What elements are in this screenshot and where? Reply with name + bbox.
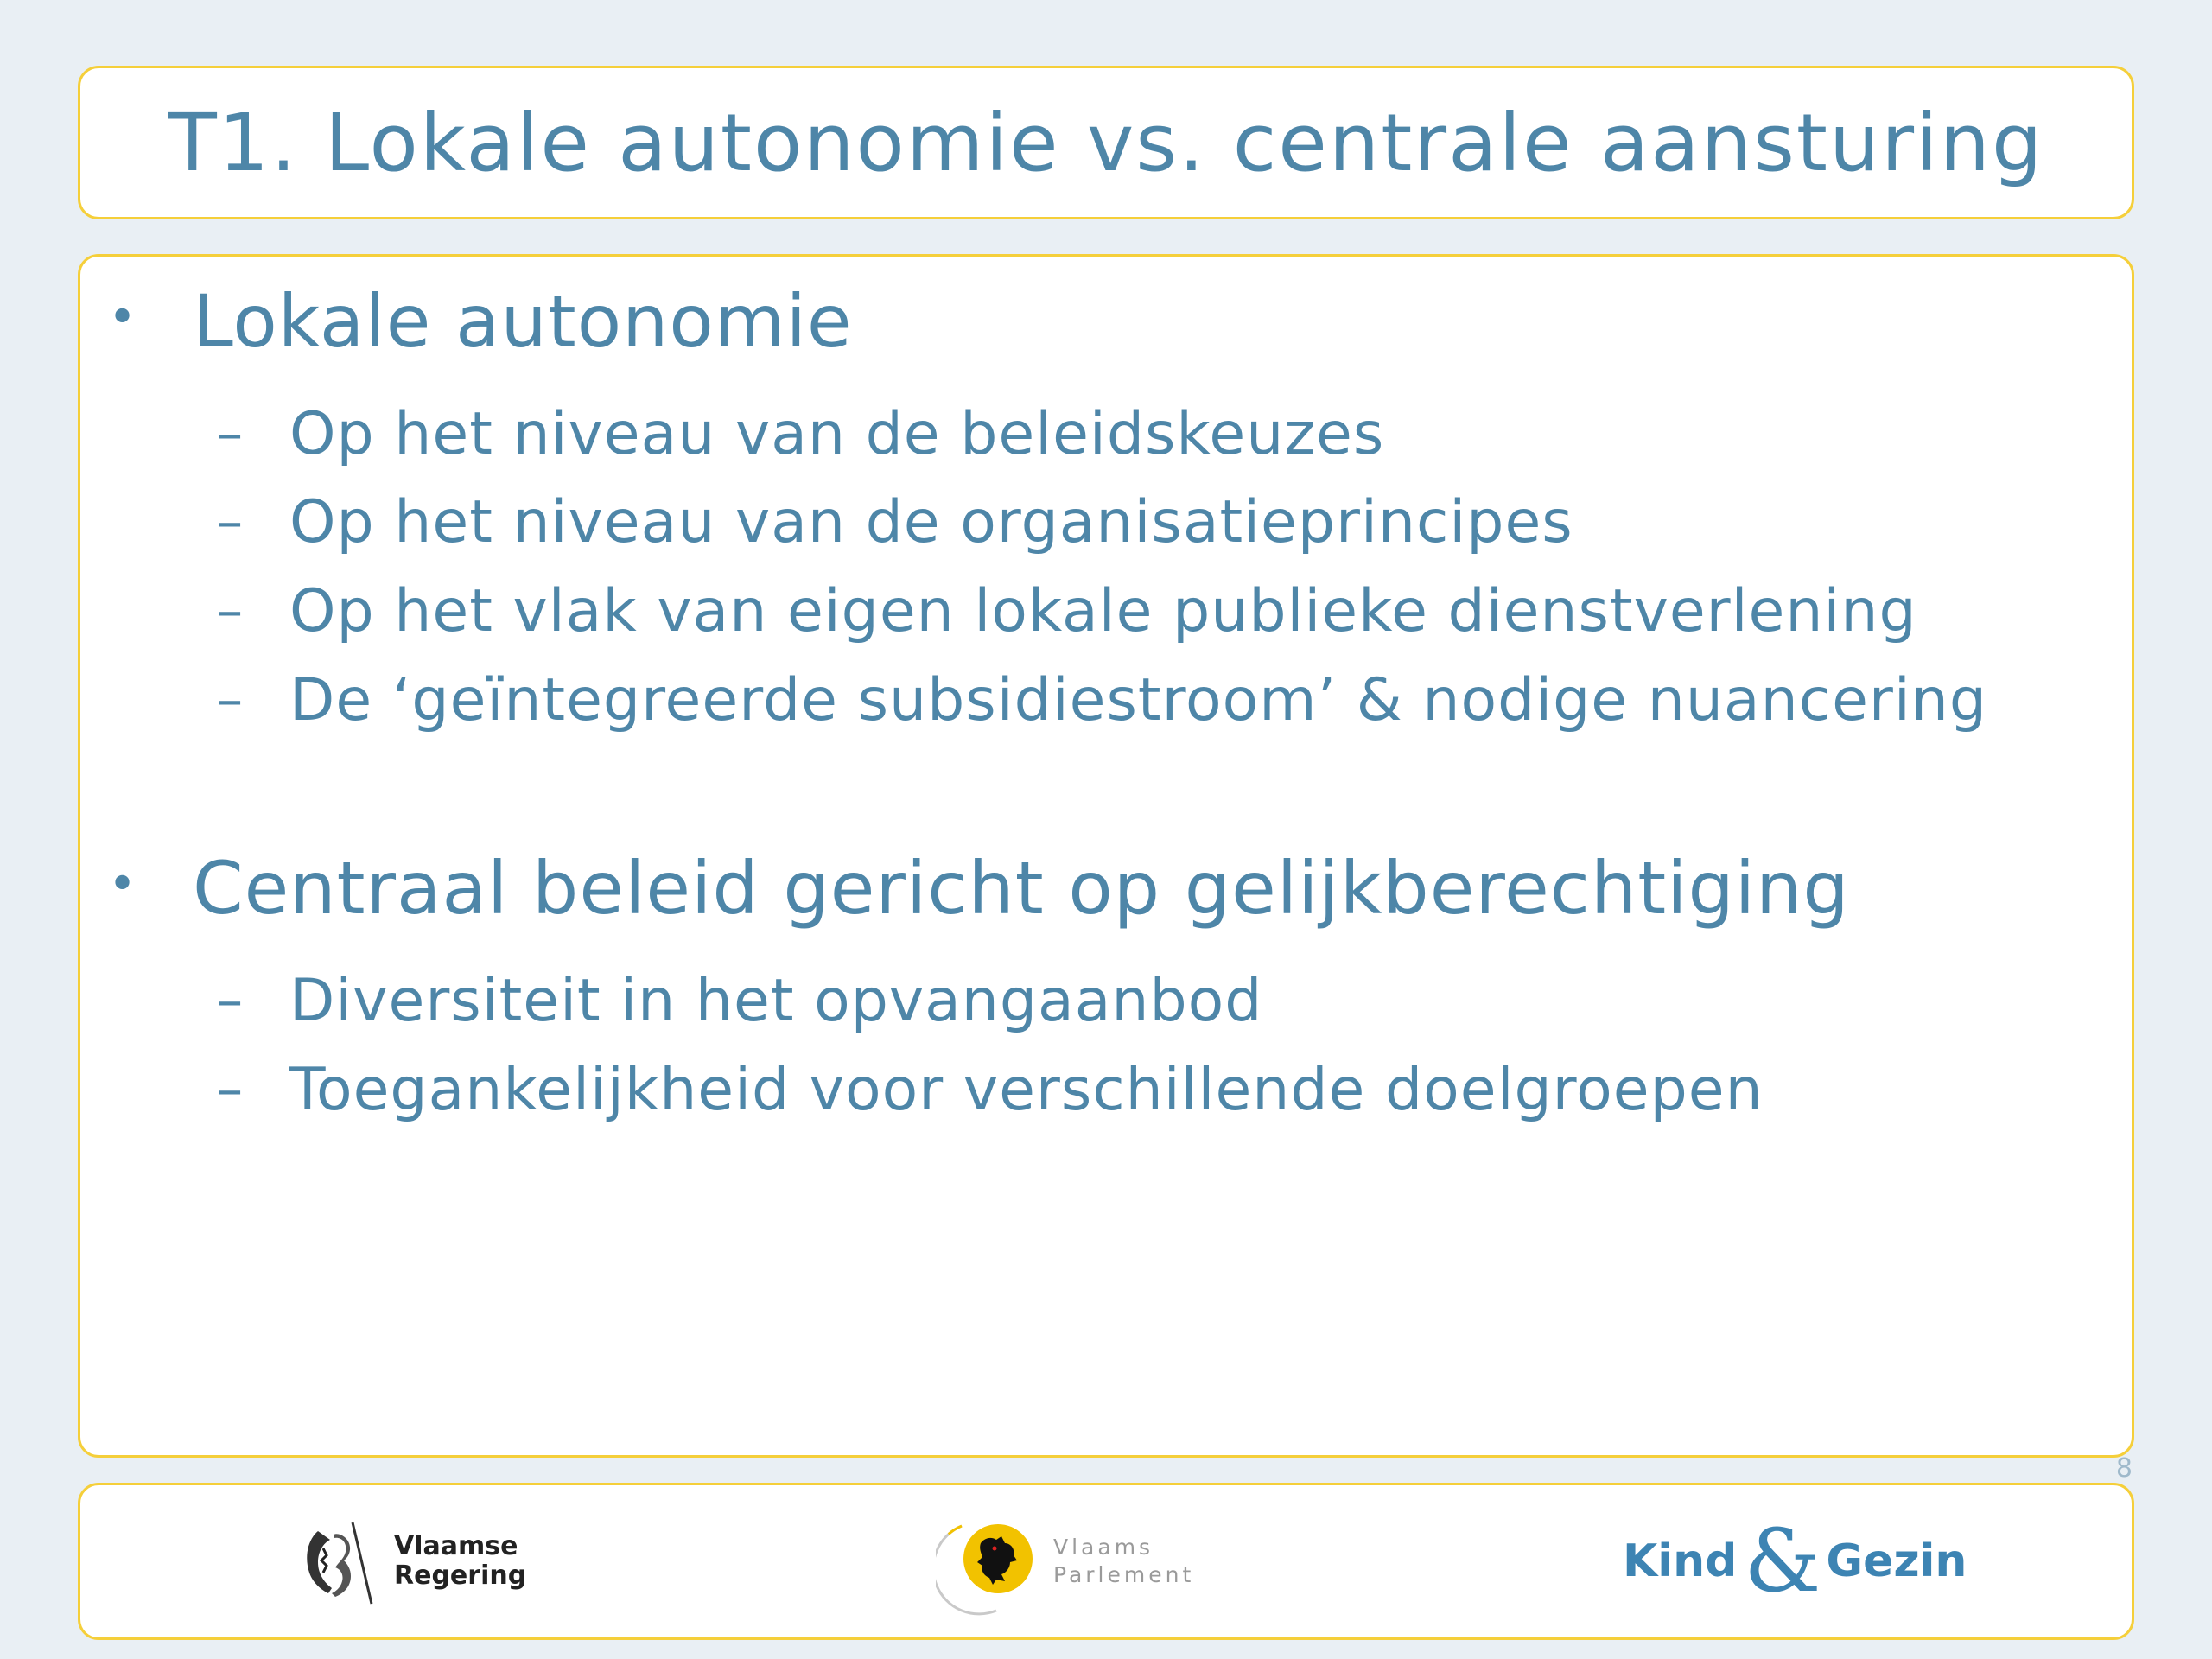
vlaams-parlement-line1: Vlaams [1053,1535,1154,1560]
slide-title: T1. Lokale autonomie vs. centrale aansturing [168,96,2044,189]
sub-dash: – [217,492,243,552]
sub-label: Op het niveau van de beleidskeuzes [289,400,1385,468]
kind-en-gezin-wordmark [1623,1510,1967,1611]
content-panel [78,254,2134,1458]
sub-dash: – [217,1059,243,1120]
bullet-dot: • [108,289,137,346]
vlaamse-regering-label [394,1532,526,1591]
sub-dash: – [217,970,243,1031]
vlaamse-regering-line1: Vlaamse [394,1531,518,1561]
sub-label: De ‘geïntegreerde subsidiestroom’ & nodige nuancering [289,666,1988,734]
sub-label: Diversiteit in het opvangaanbod [289,967,1263,1035]
kind-word: Kind [1623,1535,1738,1587]
vlaams-parlement-logo [936,1485,1194,1637]
sub-dash: – [217,581,243,641]
page-number: 8 [2115,1453,2133,1484]
title-panel [78,66,2134,219]
bullet-label: Lokale autonomie [193,279,853,364]
flemish-lion-seal-icon [936,1505,1048,1618]
ampersand: & [1744,1510,1821,1611]
vlaamse-regering-logo [292,1485,526,1637]
vlaams-parlement-label [1053,1534,1194,1589]
vlaams-parlement-line2: Parlement [1053,1562,1195,1587]
vlaamse-regering-line2: Regering [394,1560,527,1591]
bullet-dot: • [108,856,137,912]
sub-label: Toegankelijkheid voor verschillende doelgroepen [289,1056,1764,1124]
lion-icon [292,1514,387,1609]
sub-label: Op het niveau van de organisatieprincipes [289,488,1573,556]
sub-dash: – [217,404,243,464]
kind-en-gezin-logo [1623,1485,1967,1637]
gezin-word: Gezin [1826,1535,1967,1587]
footer-panel [78,1483,2134,1640]
sub-label: Op het vlak van eigen lokale publieke dienstverlening [289,577,1917,645]
sub-dash: – [217,670,243,730]
bullet-label: Centraal beleid gericht op gelijkberechtiging [193,846,1850,931]
